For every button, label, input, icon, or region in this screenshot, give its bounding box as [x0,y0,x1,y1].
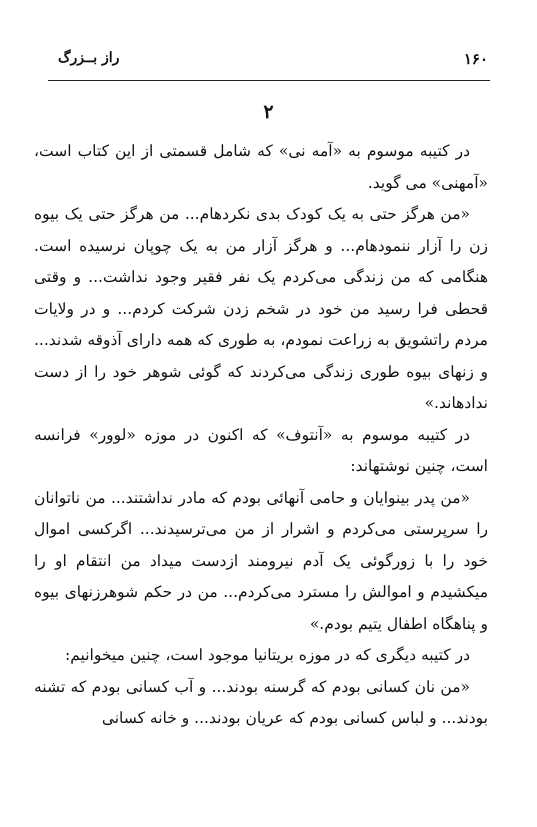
running-title: راز بــزرگ [58,50,120,66]
paragraph-amenemhat-intro: در کتیبه موسوم به «آمه نی» که شامل قسمتی از این کتاب است، «آمهنی» می گوید. [34,142,488,192]
paragraph-british-museum-quote: «من نان کسانی بودم که گرسنه بودند... و آب کسانی بودم که تشنه بودند... و لباس کسانی بودم که عریان بودند... و خانه کسانی [34,677,488,727]
body-text [34,136,488,735]
page-number: ۱۶۰ [463,50,488,68]
header-rule [48,80,490,81]
paragraph-antef-intro: در کتیبه موسوم به «آنتوف» که اکنون در موزه «لوور» فرانسه است، چنین نوشتهاند: [34,425,488,475]
paragraph-antef-quote: «من پدر بینوایان و حامی آنهائی بودم که مادر نداشتند... من ناتوانان را سرپرستی می‌کردم و اشرار از من می‌ترسیدند... اگرکسی اموال خود را با زورگوئی یک آدم نیرومند ازدست میداد من انتقام او را میکشیدم و اموالش را مسترد می‌کردم... من در حکم شوهرزنهای بیوه و پناهگاه اطفال یتیم بودم.» [34,488,488,633]
paragraph-british-museum-intro: در کتیبه دیگری که در موزه بریتانیا موجود است، چنین میخوانیم: [64,646,470,664]
page-header [58,48,488,74]
section-number: ۲ [263,101,274,123]
paragraph-amenemhat-quote: «من هرگز حتی به یک کودک بدی نکردهام... من هرگز حتی یک بیوه زن را آزار ننمودهام... و هرگز آزار من به یک چوپان نرسیده است. هنگامی که من زندگی می‌کردم یک نفر فقیر وجود نداشت... و وقتی قحطی فرا رسید من خود در شخم زدن شرکت کردم... و در ولایات مردم راتشویق به زراعت نمودم، به طوری که همه دارای آذوقه شدند... و زنهای بیوه طوری زندگی می‌کردند که گوئی شوهر خود را از دست ندادهاند.» [34,205,488,412]
